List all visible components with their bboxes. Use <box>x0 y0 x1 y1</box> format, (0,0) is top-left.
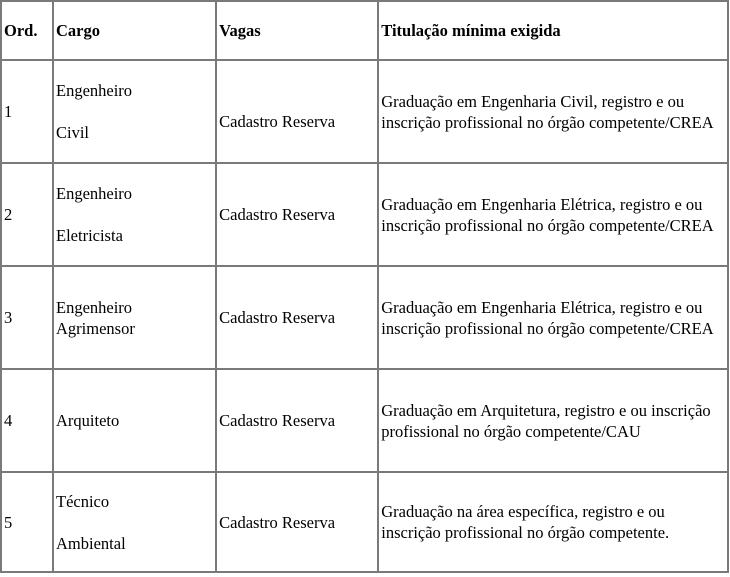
cell-titulacao <box>378 60 728 163</box>
cargo-text: Arquiteto <box>56 411 120 430</box>
table-row <box>1 163 728 266</box>
table-row <box>1 60 728 163</box>
titulacao-text: Graduação em Engenharia Elétrica, registro e ou inscrição profissional no órgão competente/CREA <box>381 297 714 338</box>
cell-cargo <box>53 369 216 472</box>
header-ord: Ord. <box>1 1 53 60</box>
cell-vagas <box>216 163 378 266</box>
cargo-text: Técnico Ambiental <box>56 491 126 553</box>
titulacao-text: Graduação em Arquitetura, registro e ou inscrição profissional no órgão competente/CAU <box>381 400 711 441</box>
titulacao-text: Graduação em Engenharia Elétrica, registro e ou inscrição profissional no órgão competente/CREA <box>381 194 714 235</box>
cell-ord: 4 <box>1 369 53 472</box>
table-row <box>1 472 728 572</box>
cell-ord: 2 <box>1 163 53 266</box>
header-cargo: Cargo <box>53 1 216 60</box>
table-row <box>1 369 728 472</box>
cell-cargo <box>53 266 216 369</box>
cell-vagas <box>216 266 378 369</box>
titulacao-text: Graduação na área específica, registro e ou inscrição profissional no órgão competente. <box>381 502 670 542</box>
cell-vagas <box>216 369 378 472</box>
cargo-text: Engenheiro Civil <box>56 81 133 142</box>
header-vagas: Vagas <box>216 1 378 60</box>
header-row <box>1 1 728 60</box>
cargo-text: Engenheiro Eletricista <box>56 184 133 245</box>
cell-ord: 1 <box>1 60 53 163</box>
cell-cargo <box>53 472 216 572</box>
cell-cargo <box>53 163 216 266</box>
vagas-text: Cadastro Reserva <box>219 411 336 430</box>
table-row <box>1 266 728 369</box>
vagas-text: Cadastro Reserva <box>219 205 336 224</box>
cell-titulacao <box>378 266 728 369</box>
cell-vagas <box>216 472 378 572</box>
vagas-text: Cadastro Reserva <box>219 512 336 532</box>
cargo-text: Engenheiro Agrimensor <box>56 297 135 338</box>
cell-titulacao <box>378 472 728 572</box>
cell-titulacao <box>378 369 728 472</box>
titulacao-text: Graduação em Engenharia Civil, registro e ou inscrição profissional no órgão competente/CREA <box>381 91 714 132</box>
cell-titulacao <box>378 163 728 266</box>
cell-cargo <box>53 60 216 163</box>
cell-ord: 5 <box>1 472 53 572</box>
cell-ord: 3 <box>1 266 53 369</box>
cell-vagas <box>216 60 378 163</box>
header-titulacao: Titulação mínima exigida <box>378 1 728 60</box>
vagas-text: Cadastro Reserva <box>219 308 336 327</box>
vagas-text: Cadastro Reserva <box>219 112 336 131</box>
